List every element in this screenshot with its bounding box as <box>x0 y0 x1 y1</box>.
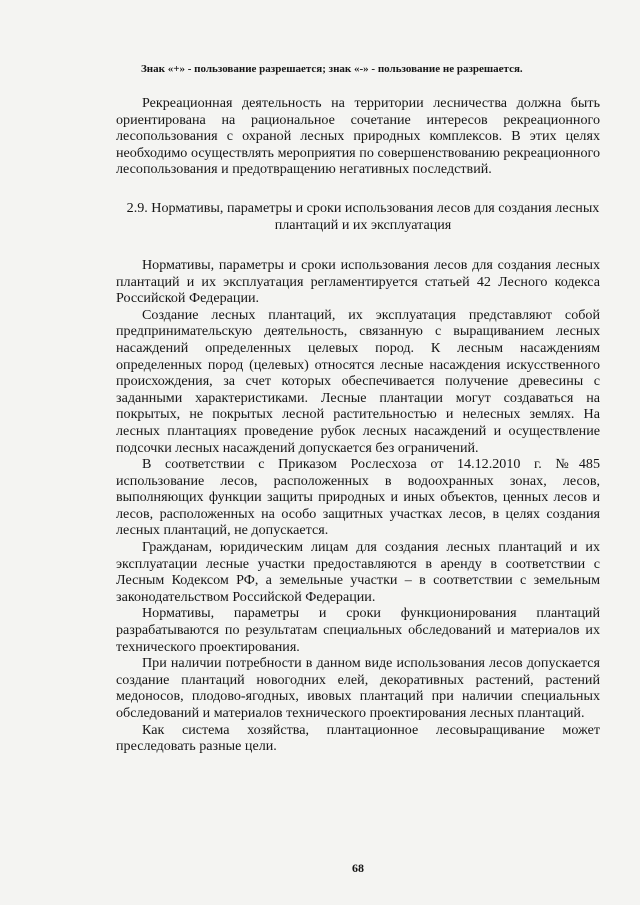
paragraph: Гражданам, юридическим лицам для создания лесных плантаций и их эксплуатации лесные участки предоставляются в аренду в соответствии с Лесным Кодексом РФ, а земельные участки – в соответствии с земельным законодательством Российской Федерации. <box>116 539 600 605</box>
page-number: 68 <box>352 861 364 875</box>
intro-paragraph: Рекреационная деятельность на территории лесничества должна быть ориентирована на рациональное сочетание интересов рекреационного лесопользования с охраной лесных природных комплексов. В этих целях необходимо осуществлять мероприятия по совершенствованию рекреационного лесопользования и предотвращению негативных последствий. <box>116 95 600 178</box>
section-body <box>116 257 600 755</box>
paragraph: Как система хозяйства, плантационное лесовыращивание может преследовать разные цели. <box>116 721 600 755</box>
paragraph: Создание лесных плантаций, их эксплуатация представляют собой предпринимательскую деятельность, связанную с выращиванием лесных насаждений определенных целевых пород. К лесным насаждениям определенных пород (целевых) относятся лесные насаждения искусственного происхождения, за счет которых обеспечивается получение древесины с заданными характеристиками. Лесные плантации могут создаваться на покрытых, не покрытых лесной растительностью и нелесных землях. На лесных плантациях проведение рубок лесных насаждений и осуществление подсочки лесных насаждений допускается без ограничений. <box>116 306 600 456</box>
paragraph: В соответствии с Приказом Рослесхоза от 14.12.2010 г. №485 использование лесов, расположенных в водоохранных зонах, лесов, выполняющих функции защиты природных и иных объектов, ценных лесов и лесов, расположенных на особо защитных участках лесов, в целях создания лесных плантаций, не допускается. <box>116 456 600 539</box>
section-heading: 2.9. Нормативы, параметры и сроки использования лесов для создания лесных плантаций и их эксплуатация <box>126 199 600 233</box>
paragraph: Нормативы, параметры и сроки функционирования плантаций разрабатываются по результатам специальных обследований и материалов их технического проектирования. <box>116 605 600 655</box>
paragraph: При наличии потребности в данном виде использования лесов допускается создание плантаций новогодних елей, декоративных растений, растений медоносов, плодово-ягодных, ивовых плантаций при наличии специальных обследований и материалов технического проектирования лесных плантаций. <box>116 655 600 721</box>
paragraph: Нормативы, параметры и сроки использования лесов для создания лесных плантаций и их эксплуатация регламентируется статьей 42 Лесного кодекса Российской Федерации. <box>116 256 600 307</box>
legend-note: Знак «+» - пользование разрешается; знак «-» - пользование не разрешается. <box>141 63 523 75</box>
